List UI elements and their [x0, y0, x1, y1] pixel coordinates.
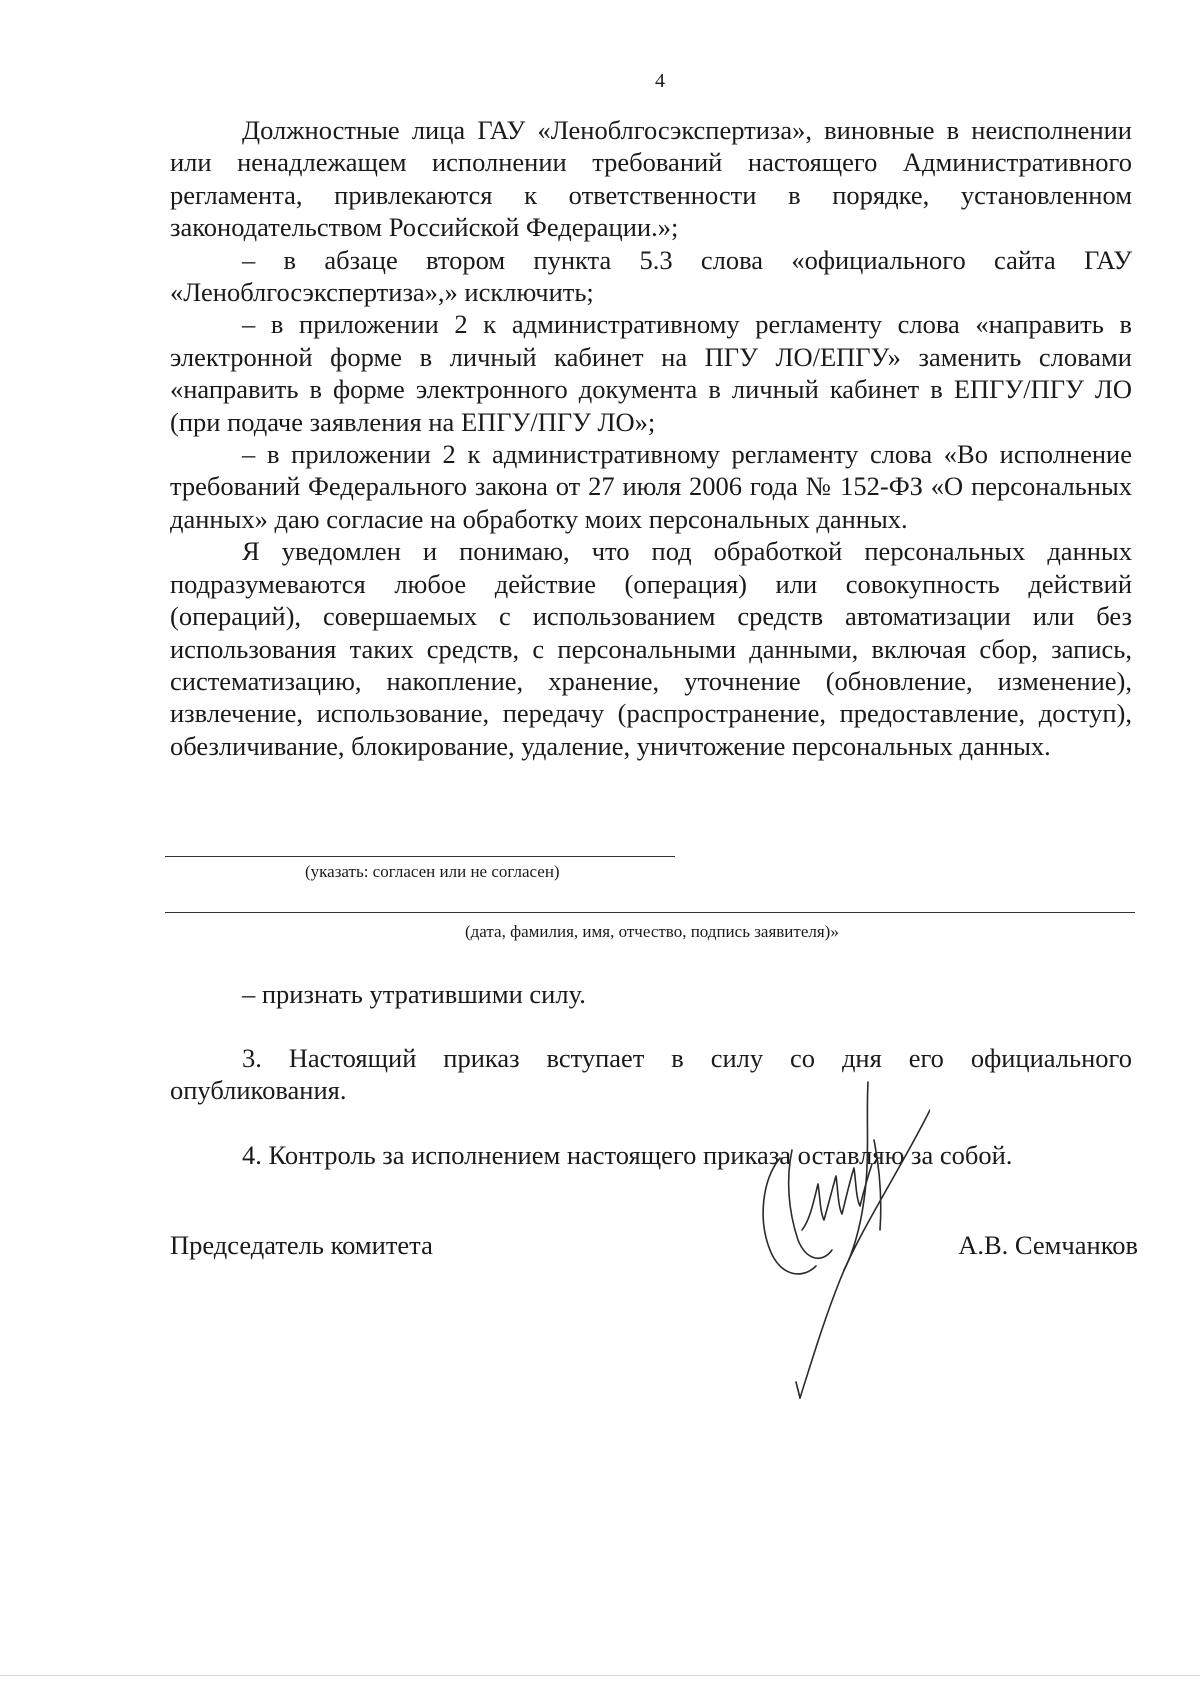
scan-edge-line	[0, 1675, 1200, 1676]
item-4	[170, 1139, 1132, 1171]
item-repeal	[170, 978, 1132, 1010]
paragraph-personal-data-notice: Я уведомлен и понимаю, что под обработкой персональных данных подразумеваются любое действие (операция) или совокупность действий (операций), совершаемых с использованием средств автоматизации или без использования таких средств, с персональными данными, включая сбор, запись, систематизацию, накопление, хранение, уточнение (обновление, изменение), извлечение, использование, передачу (распространение, предоставление, доступ), обезличивание, блокирование, удаление, уничтожение персональных данных.	[170, 536, 1132, 761]
applicant-line	[165, 912, 1135, 913]
paragraph-amend-5-3: – в абзаце втором пункта 5.3 слова «официального сайта ГАУ «Леноблгосэкспертиза»,» исключить;	[170, 244, 1132, 308]
consent-caption: (указать: согласен или не согласен)	[305, 862, 560, 881]
paragraph-liability: Должностные лица ГАУ «Леноблгосэкспертиза», виновные в неисполнении или ненадлежащем исполнении требований настоящего Административного регламента, привлекаются к ответственности в порядке, установленном законодательством Российской Федерации.»;	[170, 115, 1132, 243]
item-repeal-text: – признать утратившими силу.	[242, 979, 586, 1009]
page-number: 4	[655, 70, 665, 92]
signatory-title: Председатель комитета	[170, 1230, 433, 1260]
item-3-text: 3. Настоящий приказ вступает в силу со дня его официального опубликования.	[170, 1043, 1132, 1106]
document-body	[170, 114, 1132, 762]
item-3	[170, 1042, 1132, 1107]
paragraph-amend-appendix-2-consent: – в приложении 2 к административному регламенту слова «Во исполнение требований Федерального закона от 27 июля 2006 года № 152-ФЗ «О персональных данных» даю согласие на обработку моих персональных данных.	[170, 439, 1132, 534]
item-4-text: 4. Контроль за исполнением настоящего приказа оставляю за собой.	[242, 1140, 1013, 1170]
consent-line	[165, 856, 675, 857]
signatory-name: А.В. Семчанков	[958, 1230, 1138, 1260]
applicant-caption: (дата, фамилия, имя, отчество, подпись заявителя)»	[465, 922, 839, 941]
paragraph-amend-appendix-2-form: – в приложении 2 к административному регламенту слова «направить в электронной форме в личный кабинет на ПГУ ЛО/ЕПГУ» заменить словами «направить в форме электронного документа в личный кабинет в ЕПГУ/ПГУ ЛО (при подаче заявления на ЕПГУ/ПГУ ЛО»;	[170, 309, 1132, 437]
handwritten-signature	[740, 1080, 930, 1400]
